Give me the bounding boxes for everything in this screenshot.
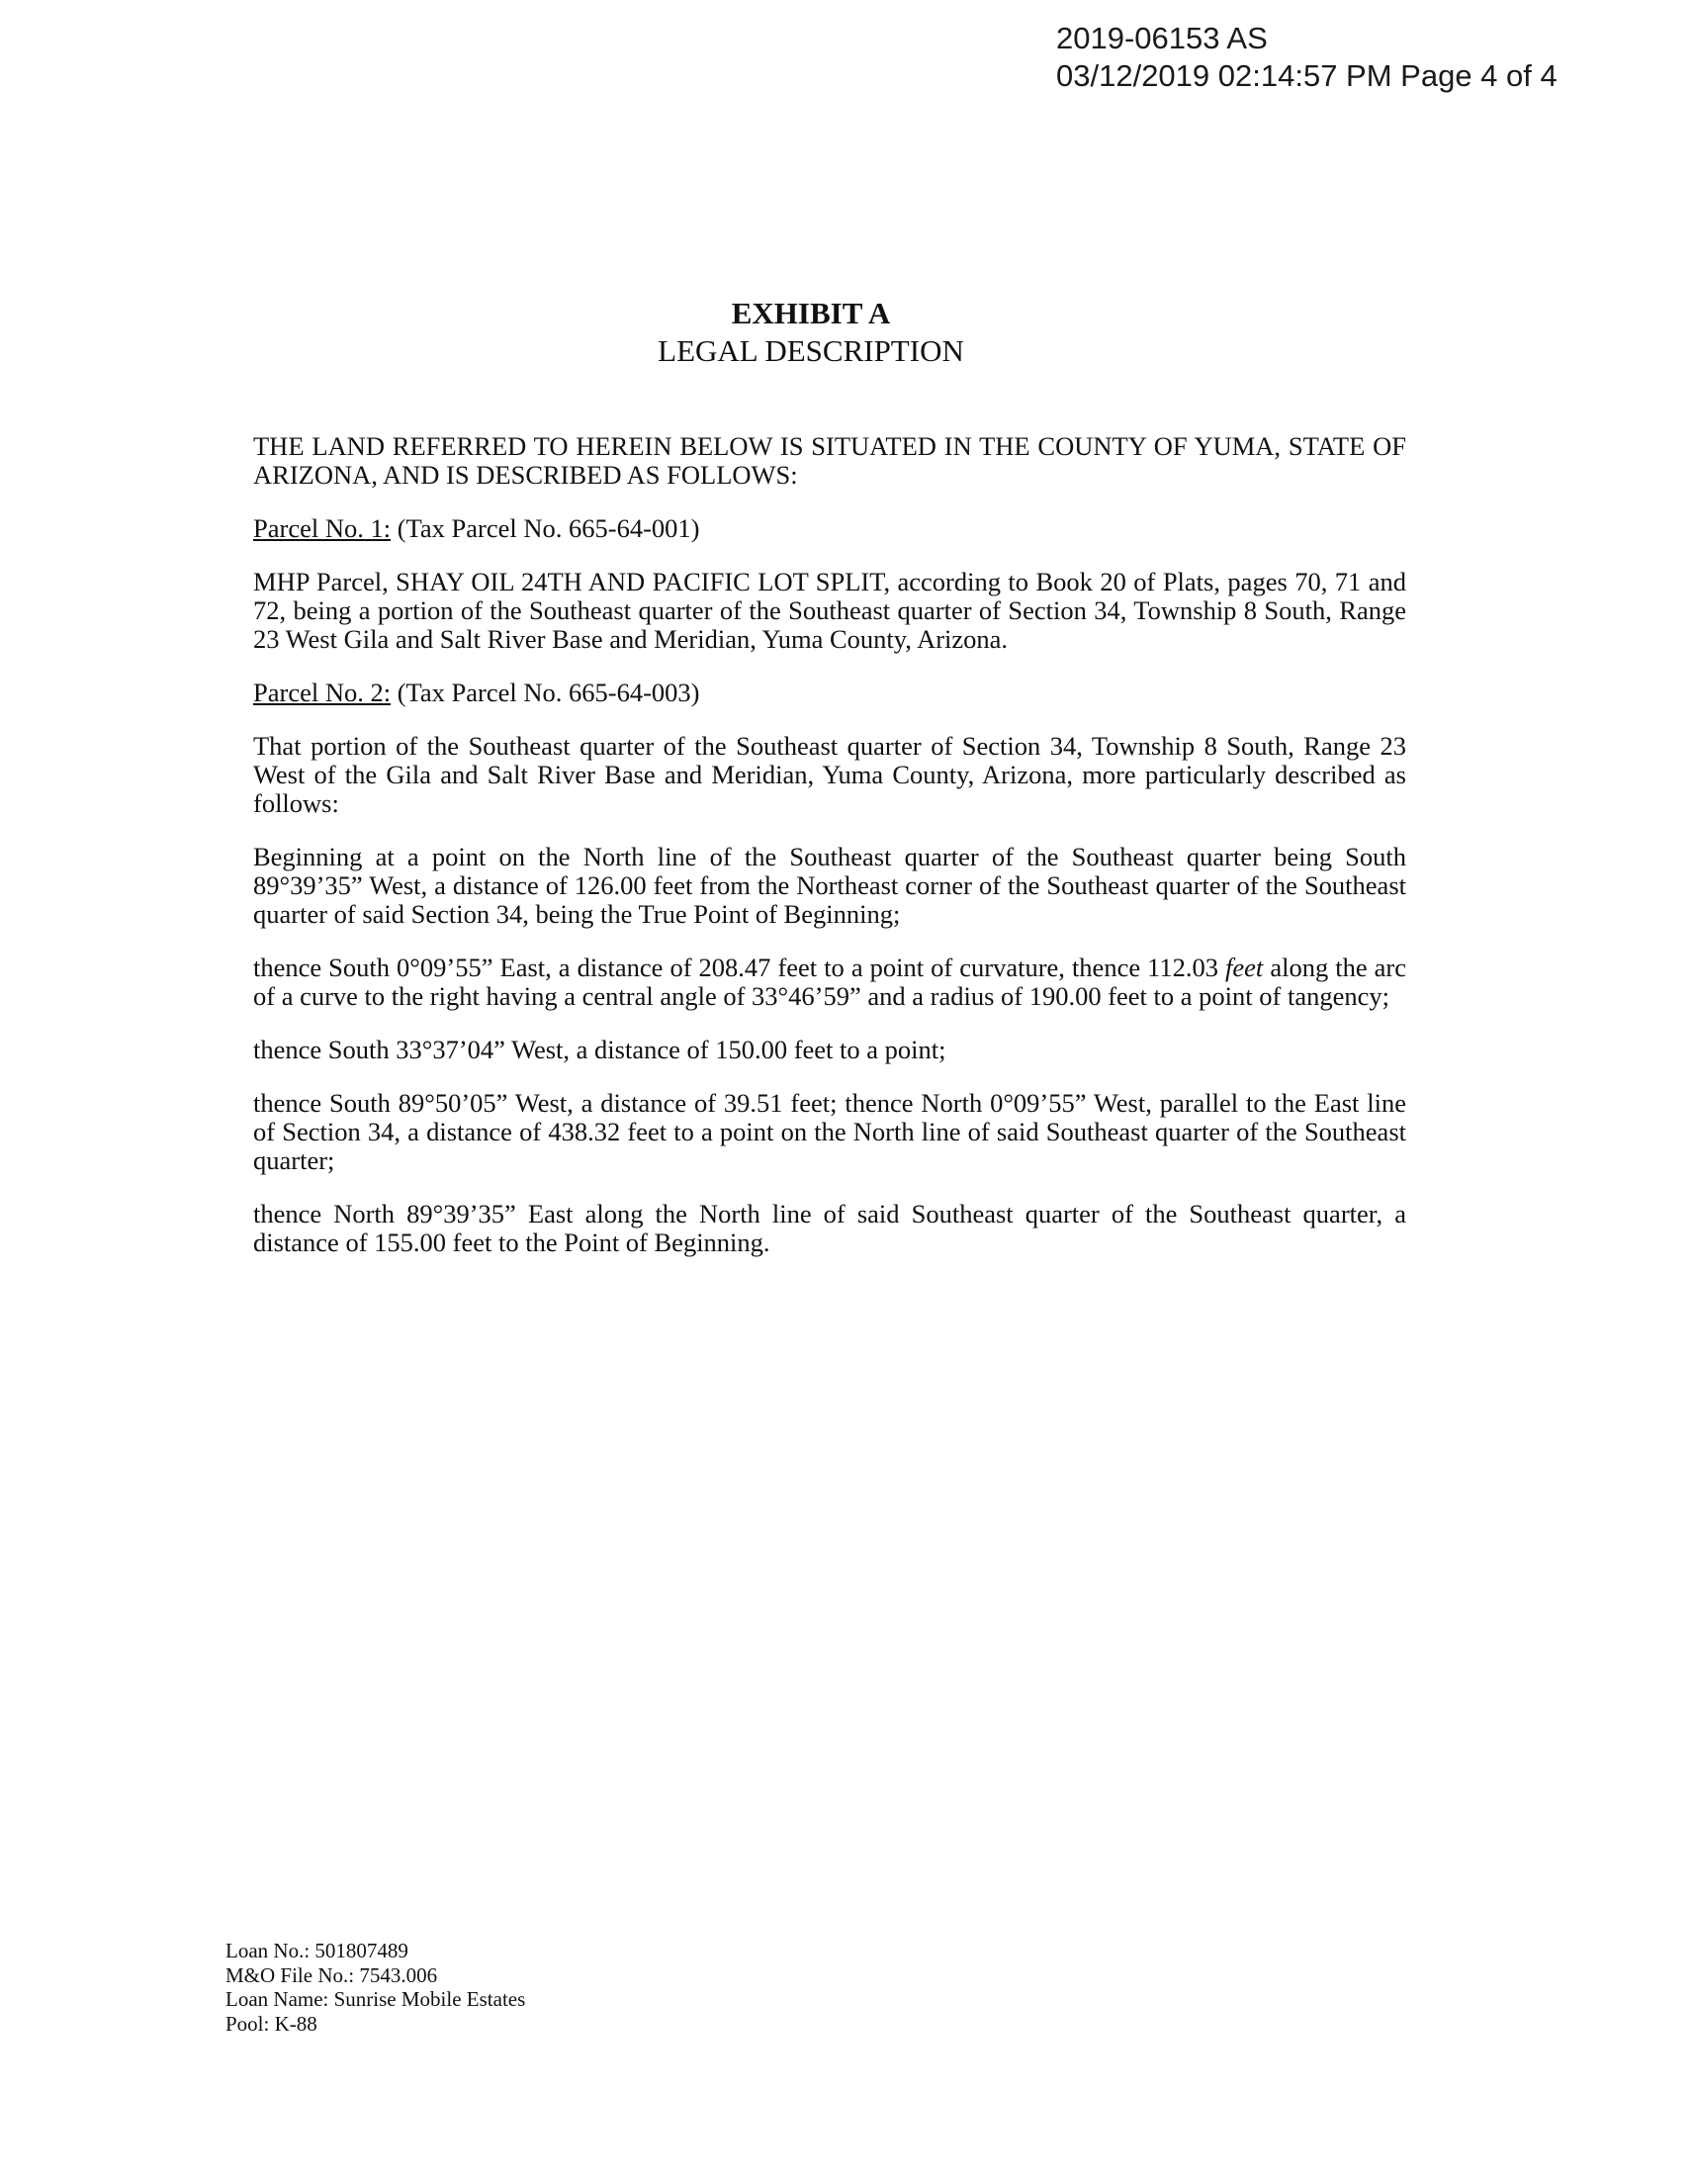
parcel-1-tax-number: (Tax Parcel No. 665-64-001)	[391, 513, 700, 543]
parcel-2-beginning: Beginning at a point on the North line of the Southeast quarter of the Southeast quarter being South 89°39’35” West, a distance of 126.00 feet from the Northeast corner of the Southeast quarter of the Southeast quarter of said Section 34, being the True Point of Beginning;	[253, 842, 1406, 929]
legal-description-body	[253, 432, 1406, 1282]
recording-date-page: 03/12/2019 02:14:57 PM Page 4 of 4	[1056, 58, 1558, 93]
parcel-2-tax-number: (Tax Parcel No. 665-64-003)	[391, 678, 700, 707]
course-1-part-a: thence South 0°09’55” East, a distance of 208.47 feet to a point of curvature, thence 112.03	[253, 953, 1226, 982]
parcel-1-header	[253, 514, 1406, 543]
parcel-1-label: Parcel No. 1:	[253, 513, 392, 543]
parcel-2-header	[253, 679, 1406, 707]
pool: Pool: K-88	[225, 2011, 317, 2036]
recording-stamp	[1056, 20, 1558, 95]
parcel-2-course-3: thence South 89°50’05” West, a distance of 39.51 feet; thence North 0°09’55” West, parallel to the East line of Section 34, a distance of 438.32 feet to a point on the North line of said Southeast quarter of the Southeast quarter;	[253, 1088, 1406, 1175]
loan-name: Loan Name: Sunrise Mobile Estates	[225, 1987, 526, 2011]
parcel-2-intro: That portion of the Southeast quarter of the Southeast quarter of Section 34, Township 8 South, Range 23 West of the Gila and Salt River Base and Meridian, Yuma County, Arizona, more particularly described as follows:	[253, 731, 1406, 818]
recording-doc-number: 2019-06153 AS	[1056, 21, 1268, 55]
exhibit-heading	[0, 295, 1622, 370]
file-number: M&O File No.: 7543.006	[225, 1962, 438, 1987]
land-intro-paragraph: THE LAND REFERRED TO HEREIN BELOW IS SITUATED IN THE COUNTY OF YUMA, STATE OF ARIZONA, AND IS DESCRIBED AS FOLLOWS:	[253, 431, 1406, 490]
exhibit-subtitle: LEGAL DESCRIPTION	[658, 333, 964, 368]
parcel-1-description: MHP Parcel, SHAY OIL 24TH AND PACIFIC LOT SPLIT, according to Book 20 of Plats, pages 70, 71 and 72, being a portion of the Southeast quarter of the Southeast quarter of Section 34, Township 8 South, Range 23 West Gila and Salt River Base and Meridian, Yuma County, Arizona.	[253, 567, 1406, 654]
loan-footer	[225, 1939, 525, 2036]
parcel-2-label: Parcel No. 2:	[253, 678, 392, 707]
exhibit-title: EXHIBIT A	[731, 296, 891, 330]
parcel-2-course-4: thence North 89°39’35” East along the North line of said Southeast quarter of the Southeast quarter, a distance of 155.00 feet to the Point of Beginning.	[253, 1199, 1406, 1257]
course-1-italic-feet: feet	[1225, 953, 1264, 982]
parcel-2-course-1	[253, 954, 1406, 1011]
course-1-part-b: along the arc of a curve to the right having a central angle of 33°46’59” and a radius of 190.00 feet to a point of tangency;	[253, 953, 1406, 1011]
loan-number: Loan No.: 501807489	[225, 1939, 408, 1962]
parcel-2-course-2: thence South 33°37’04” West, a distance of 150.00 feet to a point;	[253, 1035, 946, 1064]
